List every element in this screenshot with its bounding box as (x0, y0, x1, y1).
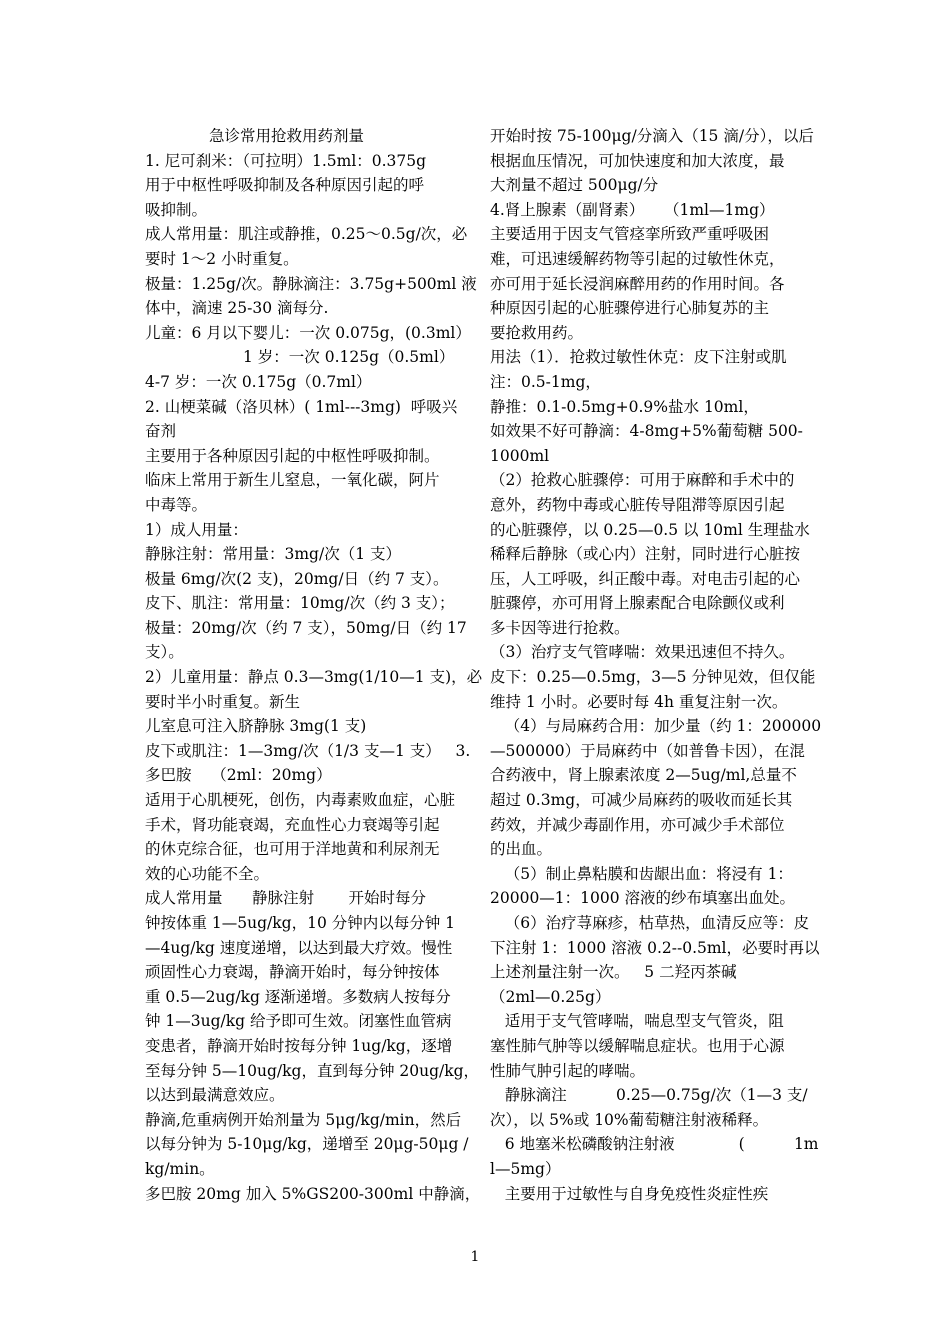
text-line: 多巴胺 20mg 加入 5%GS200-300ml 中静滴， (145, 1184, 481, 1203)
text-line: 适用于支气管哮喘，喘息型支气管炎，阻 (490, 1012, 784, 1031)
text-line: 注：0.5-1mg， (490, 372, 601, 391)
text-line: 性肺气肿引起的哮喘。 (490, 1061, 646, 1080)
text-line: —4ug/kg 速度递增，以达到最大疗效。慢性 (145, 938, 453, 957)
text-line: 的心脏骤停，以 0.25—0.5 以 10ml 生理盐水 (490, 520, 810, 539)
text-line: 成人常用量：肌注或静推，0.25～0.5g/次，必 (145, 225, 468, 244)
page-number: 1 (470, 1249, 480, 1265)
text-line: 顽固性心力衰竭，静滴开始时，每分钟按体 (145, 963, 440, 982)
text-line: 适用于心肌梗死，创伤，内毒素败血症，心脏 (145, 791, 456, 810)
text-line: 压，人工呼吸，纠正酸中毒。对电击引起的心 (490, 569, 801, 588)
text-line: 静滴,危重病例开始剂量为 5μg/kg/min，然后 (145, 1110, 462, 1129)
text-line: （2ml—0.25g） (490, 987, 611, 1006)
text-line: 手术，肾功能衰竭，充血性心力衰竭等引起 (145, 815, 440, 834)
text-line: 奋剂 (145, 422, 177, 441)
text-line: 1. 尼可刹米：（可拉明）1.5ml：0.375g (145, 151, 427, 170)
text-line: 多巴胺 （2ml：20mg） (145, 766, 332, 785)
text-line: 4.肾上腺素（副肾素） （1ml—1mg） (490, 200, 775, 219)
text-line: 要抢救用药。 (490, 323, 584, 342)
text-line: 如效果不好可静滴：4-8mg+5%葡萄糖 500- (490, 422, 803, 441)
text-line: 支）。 (145, 643, 184, 662)
text-line: 至每分钟 5—10ug/kg，直到每分钟 20ug/kg， (145, 1061, 480, 1080)
text-line: 的出血。 (490, 840, 553, 859)
text-line: 体中，滴速 25-30 滴每分. (145, 299, 329, 318)
text-line: 重 0.5—2ug/kg 逐渐递增。多数病人按每分 (145, 987, 451, 1006)
text-line: 极量 6mg/次(2 支)，20mg/日（约 7 支）。 (145, 569, 449, 588)
text-line: kg/min。 (145, 1159, 215, 1178)
text-line: 下注射 1：1000 溶液 0.2--0.5ml，必要时再以 (490, 938, 820, 957)
text-line: 1 岁：一次 0.125g（0.5ml） (243, 348, 455, 367)
text-line: 2. 山梗菜碱（洛贝林）( 1ml---3mg) 呼吸兴 (145, 397, 458, 416)
text-line: 难，可迅速缓解药物等引起的过敏性休克， (490, 249, 785, 268)
text-line: 静脉注射：常用量：3mg/次（1 支） (145, 545, 401, 564)
text-line: 用于中枢性呼吸抑制及各种原因引起的呼 (145, 176, 425, 195)
text-line: 成人常用量 静脉注射 开始时每分 (145, 889, 427, 908)
right-column (490, 124, 822, 1206)
text-line: 超过 0.3mg，可减少局麻药的吸收而延长其 (490, 791, 793, 810)
text-line: 的休克综合征，也可用于洋地黄和利尿剂无 (145, 840, 440, 859)
text-line: 主要用于过敏性与自身免疫性炎症性疾 (490, 1184, 769, 1203)
text-line: 吸抑制。 (145, 200, 208, 219)
text-line: （2）抢救心脏骤停：可用于麻醉和手术中的 (490, 471, 795, 490)
text-line: 多卡因等进行抢救。 (490, 618, 630, 637)
text-line: 静脉滴注 0.25—0.75g/次（1—3 支/ (490, 1086, 808, 1105)
text-line: 6 地塞米松磷酸钠注射液 ( 1m (490, 1135, 819, 1154)
text-line: 亦可用于延长浸润麻醉用药的作用时间。各 (490, 274, 785, 293)
text-line: 脏骤停，亦可用肾上腺素配合电除颤仪或利 (490, 594, 785, 613)
text-line: 次），以 5%或 10%葡萄糖注射液稀释。 (490, 1110, 769, 1129)
text-line: 维持 1 小时。必要时每 4h 重复注射一次。 (490, 692, 788, 711)
text-line: 塞性肺气肿等以缓解喘息症状。也用于心源 (490, 1036, 785, 1055)
text-line: 要时 1～2 小时重复。 (145, 249, 299, 268)
text-line: 2）儿童用量：静点 0.3—3mg(1/10—1 支)，必 (145, 668, 483, 687)
text-line: 大剂量不超过 500μg/分 (490, 176, 659, 195)
text-line: （4）与局麻药合用：加少量（约 1：200000 (490, 717, 822, 736)
text-line: 以每分钟为 5-10μg/kg，递增至 20μg-50μg / (145, 1135, 469, 1154)
text-line: 合药液中，肾上腺素浓度 2—5ug/ml,总量不 (490, 766, 797, 785)
document-title: 急诊常用抢救用药剂量 (209, 127, 365, 145)
text-line: （3）治疗支气管哮喘：效果迅速但不持久。 (490, 643, 795, 662)
text-line: 钟按体重 1—5ug/kg，10 分钟内以每分钟 1 (145, 914, 456, 932)
text-line: 临床上常用于新生儿窒息，一氧化碳，阿片 (145, 471, 440, 490)
text-line: 20000—1：1000 溶液的纱布填塞出血处。 (490, 889, 796, 908)
text-line: 开始时按 75-100μg/分滴入（15 滴/分），以后 (490, 127, 814, 145)
text-line: 种原因引起的心脏骤停进行心肺复苏的主 (490, 299, 770, 318)
text-line: 用法（1）．抢救过敏性休克：皮下注射或肌 (490, 348, 787, 367)
text-line: 极量：1.25g/次。静脉滴注：3.75g+500ml 液 (145, 274, 477, 293)
text-line: 主要适用于因支气管痉挛所致严重呼吸困 (490, 225, 770, 244)
text-line: 儿童：6 月以下婴儿：一次 0.075g，(0.3ml） (145, 323, 471, 342)
text-line: （6）治疗荨麻疹，枯草热，血清反应等：皮 (490, 914, 810, 932)
left-column (145, 124, 483, 1206)
text-line: 皮下或肌注：1—3mg/次（1/3 支—1 支） 3. (145, 741, 471, 760)
text-line: 稀释后静脉（或心内）注射，同时进行心脏按 (490, 545, 801, 564)
text-line: 极量：20mg/次（约 7 支），50mg/日（约 17 (145, 618, 467, 637)
text-line: 效的心功能不全。 (145, 864, 270, 883)
text-line: 以达到最满意效应。 (145, 1086, 285, 1105)
text-line: 静推：0.1-0.5mg+0.9%盐水 10ml， (490, 397, 759, 416)
text-line: 中毒等。 (145, 495, 208, 514)
text-line: 上述剂量注射一次。 5 二羟丙茶碱 (490, 963, 737, 982)
text-line: 意外，药物中毒或心脏传导阻滞等原因引起 (490, 495, 785, 514)
text-line: （5）制止鼻粘膜和齿龈出血：将浸有 1： (490, 864, 793, 883)
text-line: 儿室息可注入脐静脉 3mg(1 支) (145, 717, 367, 736)
text-line: 1000ml (490, 446, 550, 465)
text-line: 变患者，静滴开始时按每分钟 1ug/kg，逐增 (145, 1036, 453, 1055)
text-line: 皮下：0.25—0.5mg，3—5 分钟见效，但仅能 (490, 668, 816, 687)
text-line: 要时半小时重复。新生 (145, 692, 301, 711)
text-line: 主要用于各种原因引起的中枢性呼吸抑制。 (145, 446, 440, 465)
text-line: 钟 1—3ug/kg 给予即可生效。闭塞性血管病 (145, 1012, 452, 1031)
text-line: —500000）于局麻药中（如普鲁卡因），在混 (490, 741, 805, 760)
text-line: l—5mg） (490, 1159, 561, 1178)
text-line: 1）成人用量： (145, 520, 248, 539)
text-line: 4-7 岁：一次 0.175g（0.7ml） (145, 372, 372, 391)
text-line: 皮下、肌注：常用量：10mg/次（约 3 支）； (145, 594, 455, 613)
text-line: 药效，并减少毒副作用，亦可减少手术部位 (490, 815, 785, 834)
text-line: 根据血压情况，可加快速度和加大浓度，最 (490, 151, 785, 170)
